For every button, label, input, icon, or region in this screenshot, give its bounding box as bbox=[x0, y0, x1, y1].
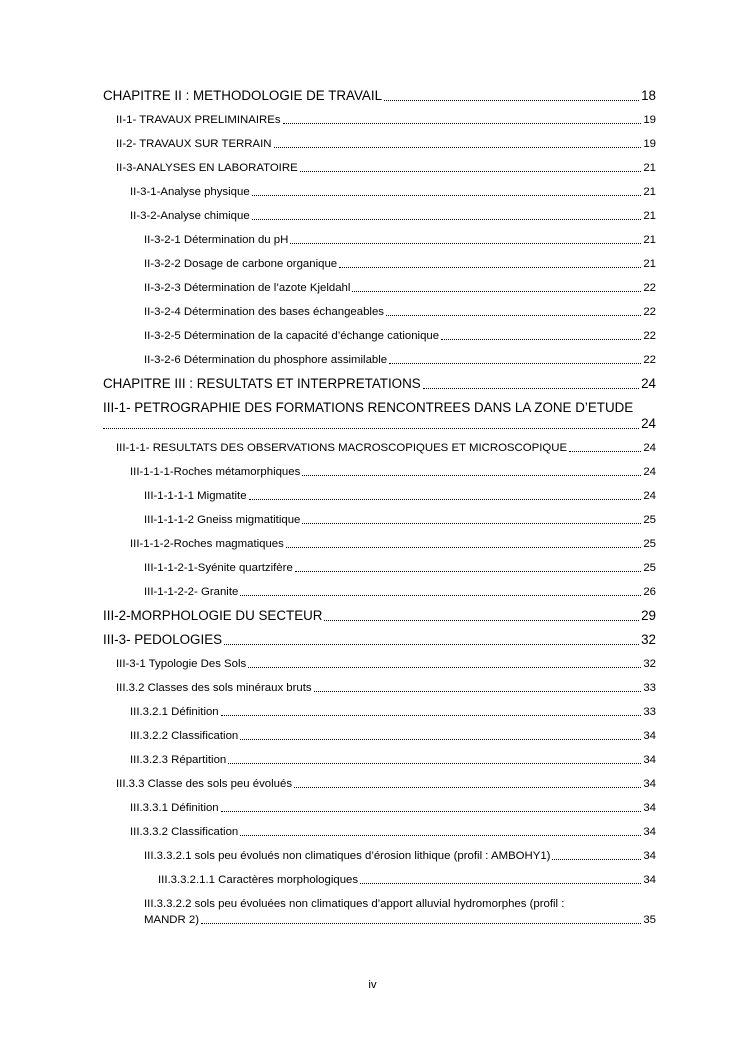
toc-entry-title-continued: MANDR 2) bbox=[144, 914, 200, 926]
toc-entry-page: 22 bbox=[643, 306, 656, 318]
toc-entry-title: III-1- PETROGRAPHIE DES FORMATIONS RENCONTREES DANS LA ZONE D’ETUDE bbox=[103, 400, 634, 415]
toc-entry-page: 18 bbox=[641, 88, 656, 103]
toc-entry-page: 32 bbox=[641, 632, 656, 647]
toc-entry-page: 33 bbox=[643, 682, 656, 694]
dot-leader bbox=[240, 595, 641, 596]
toc-entry-title: III.3.3.2.1.1 Caractères morphologiques bbox=[158, 874, 359, 886]
toc-entry-page: 21 bbox=[643, 258, 656, 270]
toc-entry-title: III-1-1-1-Roches métamorphiques bbox=[130, 466, 301, 478]
toc-entry-title: III.3.3.2.1 sols peu évolués non climatiques d’érosion lithique (profil : AMBOHY1) bbox=[144, 850, 551, 862]
toc-entry[interactable] bbox=[103, 156, 656, 180]
toc-entry-title: III-1-1-1-2 Gneiss migmatitique bbox=[144, 514, 301, 526]
toc-entry-title: II-3-2-6 Détermination du phosphore assimilable bbox=[144, 354, 388, 366]
toc-entry[interactable] bbox=[103, 372, 656, 396]
toc-entry[interactable] bbox=[103, 892, 656, 932]
dot-leader bbox=[240, 739, 641, 740]
toc-entry-page: 34 bbox=[643, 826, 656, 838]
toc-entry[interactable] bbox=[103, 532, 656, 556]
toc-entry[interactable] bbox=[103, 700, 656, 724]
toc-entry[interactable] bbox=[103, 84, 656, 108]
toc-entry-page: 24 bbox=[641, 416, 656, 431]
toc-entry-page: 25 bbox=[643, 514, 656, 526]
toc-entry[interactable] bbox=[103, 436, 656, 460]
dot-leader bbox=[302, 475, 641, 476]
dot-leader bbox=[228, 763, 641, 764]
dot-leader bbox=[441, 339, 641, 340]
toc-entry-page: 24 bbox=[643, 466, 656, 478]
dot-leader bbox=[274, 147, 642, 148]
toc-entry-page: 34 bbox=[643, 778, 656, 790]
dot-leader bbox=[384, 100, 639, 101]
toc-entry[interactable] bbox=[103, 844, 656, 868]
dot-leader bbox=[283, 123, 642, 124]
toc-entry-title: II-3-2-4 Détermination des bases échangeables bbox=[144, 306, 384, 318]
toc-entry-page: 21 bbox=[643, 186, 656, 198]
table-of-contents bbox=[103, 84, 656, 932]
toc-entry[interactable] bbox=[103, 868, 656, 892]
dot-leader bbox=[300, 171, 642, 172]
dot-leader bbox=[252, 219, 642, 220]
toc-entry-title: III.3.2 Classes des sols minéraux bruts bbox=[116, 682, 312, 694]
dot-leader bbox=[221, 811, 642, 812]
toc-entry[interactable] bbox=[103, 748, 656, 772]
toc-entry[interactable] bbox=[103, 132, 656, 156]
toc-entry-title: III-1-1- RESULTATS DES OBSERVATIONS MACROSCOPIQUES ET MICROSCOPIQUE bbox=[116, 442, 568, 454]
toc-entry[interactable] bbox=[103, 180, 656, 204]
toc-entry[interactable] bbox=[103, 484, 656, 508]
toc-entry-title: II-2- TRAVAUX SUR TERRAIN bbox=[116, 138, 272, 150]
toc-entry-page: 34 bbox=[643, 874, 656, 886]
toc-entry-title: II-3-2-5 Détermination de la capacité d’échange cationique bbox=[144, 330, 440, 342]
toc-entry-page: 34 bbox=[643, 754, 656, 766]
toc-entry-title: III.3.2.2 Classification bbox=[130, 730, 239, 742]
dot-leader bbox=[201, 923, 641, 924]
toc-entry[interactable] bbox=[103, 580, 656, 604]
toc-entry-title: II-3-1-Analyse physique bbox=[130, 186, 250, 198]
toc-entry[interactable] bbox=[103, 460, 656, 484]
toc-entry[interactable] bbox=[103, 820, 656, 844]
dot-leader bbox=[294, 787, 641, 788]
toc-entry-page: 34 bbox=[643, 802, 656, 814]
dot-leader bbox=[569, 451, 641, 452]
dot-leader bbox=[290, 243, 641, 244]
toc-entry-title: III-1-1-2-2- Granite bbox=[144, 586, 239, 598]
toc-entry[interactable] bbox=[103, 796, 656, 820]
toc-entry-page: 29 bbox=[641, 608, 656, 623]
toc-entry[interactable] bbox=[103, 300, 656, 324]
toc-entry-title: III.3.2.3 Répartition bbox=[130, 754, 227, 766]
dot-leader bbox=[423, 388, 639, 389]
toc-entry-title: II-3-2-3 Détermination de l’azote Kjeldahl bbox=[144, 282, 351, 294]
toc-entry-title: III-1-1-2-Roches magmatiques bbox=[130, 538, 284, 550]
toc-entry-title: II-3-ANALYSES EN LABORATOIRE bbox=[116, 162, 298, 174]
toc-entry-title: III.3.2.1 Définition bbox=[130, 706, 219, 718]
toc-entry-page: 34 bbox=[643, 730, 656, 742]
toc-entry-title: III.3.3.2 Classification bbox=[130, 826, 239, 838]
dot-leader bbox=[286, 547, 641, 548]
dot-leader bbox=[248, 667, 641, 668]
toc-entry-title: II-1- TRAVAUX PRELIMINAIREs bbox=[116, 114, 281, 126]
toc-entry-page: 33 bbox=[643, 706, 656, 718]
toc-entry-title: III.3.3.1 Définition bbox=[130, 802, 219, 814]
dot-leader bbox=[103, 428, 639, 429]
dot-leader bbox=[324, 620, 639, 621]
dot-leader bbox=[221, 715, 642, 716]
toc-entry-page: 22 bbox=[643, 330, 656, 342]
toc-entry[interactable] bbox=[103, 276, 656, 300]
toc-entry-title: CHAPITRE III : RESULTATS ET INTERPRETATIONS bbox=[103, 376, 421, 391]
toc-entry-title: CHAPITRE II : METHODOLOGIE DE TRAVAIL bbox=[103, 88, 383, 103]
toc-entry[interactable] bbox=[103, 724, 656, 748]
toc-entry[interactable] bbox=[103, 252, 656, 276]
toc-entry-page: 25 bbox=[643, 538, 656, 550]
toc-entry[interactable] bbox=[103, 628, 656, 652]
toc-entry[interactable] bbox=[103, 604, 656, 628]
toc-entry-page: 21 bbox=[643, 162, 656, 174]
toc-entry-title: II-3-2-Analyse chimique bbox=[130, 210, 250, 222]
dot-leader bbox=[360, 883, 641, 884]
toc-entry-page: 32 bbox=[643, 658, 656, 670]
toc-entry[interactable] bbox=[103, 508, 656, 532]
toc-entry[interactable] bbox=[103, 676, 656, 700]
toc-entry[interactable] bbox=[103, 348, 656, 372]
toc-entry[interactable] bbox=[103, 652, 656, 676]
toc-entry-page: 25 bbox=[643, 562, 656, 574]
dot-leader bbox=[302, 523, 641, 524]
page-number: iv bbox=[368, 979, 377, 991]
dot-leader bbox=[249, 499, 642, 500]
dot-leader bbox=[295, 571, 642, 572]
toc-entry-page: 19 bbox=[643, 138, 656, 150]
toc-entry[interactable] bbox=[103, 204, 656, 228]
toc-entry-title: II-3-2-2 Dosage de carbone organique bbox=[144, 258, 338, 270]
toc-entry[interactable] bbox=[103, 324, 656, 348]
toc-entry-page: 22 bbox=[643, 354, 656, 366]
toc-entry[interactable] bbox=[103, 108, 656, 132]
toc-entry-page: 21 bbox=[643, 210, 656, 222]
toc-entry-page: 24 bbox=[643, 442, 656, 454]
toc-entry-title: II-3-2-1 Détermination du pH bbox=[144, 234, 289, 246]
toc-entry-title: III-1-1-2-1-Syénite quartzifère bbox=[144, 562, 293, 574]
dot-leader bbox=[252, 195, 642, 196]
toc-entry-page: 26 bbox=[643, 586, 656, 598]
toc-entry[interactable] bbox=[103, 772, 656, 796]
dot-leader bbox=[314, 691, 642, 692]
toc-entry-title: III-2-MORPHOLOGIE DU SECTEUR bbox=[103, 608, 323, 623]
toc-entry[interactable] bbox=[103, 228, 656, 252]
toc-entry-page: 34 bbox=[643, 850, 656, 862]
toc-entry-page: 35 bbox=[643, 914, 656, 926]
toc-entry-title: III.3.3 Classe des sols peu évolués bbox=[116, 778, 293, 790]
toc-entry-page: 22 bbox=[643, 282, 656, 294]
toc-entry-title: III-3-1 Typologie Des Sols bbox=[116, 658, 247, 670]
toc-entry[interactable] bbox=[103, 556, 656, 580]
toc-entry-title: III-1-1-1-1 Migmatite bbox=[144, 490, 247, 502]
toc-entry-title: III-3- PEDOLOGIES bbox=[103, 632, 223, 647]
toc-entry-title: III.3.3.2.2 sols peu évoluées non climatiques d’apport alluvial hydromorphes (profil : bbox=[144, 898, 565, 910]
dot-leader bbox=[240, 835, 641, 836]
dot-leader bbox=[224, 644, 639, 645]
toc-entry[interactable] bbox=[103, 396, 656, 436]
toc-entry-page: 19 bbox=[643, 114, 656, 126]
dot-leader bbox=[386, 315, 641, 316]
dot-leader bbox=[352, 291, 641, 292]
dot-leader bbox=[552, 859, 641, 860]
dot-leader bbox=[389, 363, 641, 364]
dot-leader bbox=[339, 267, 641, 268]
toc-entry-page: 24 bbox=[641, 376, 656, 391]
toc-entry-page: 24 bbox=[643, 490, 656, 502]
toc-entry-page: 21 bbox=[643, 234, 656, 246]
